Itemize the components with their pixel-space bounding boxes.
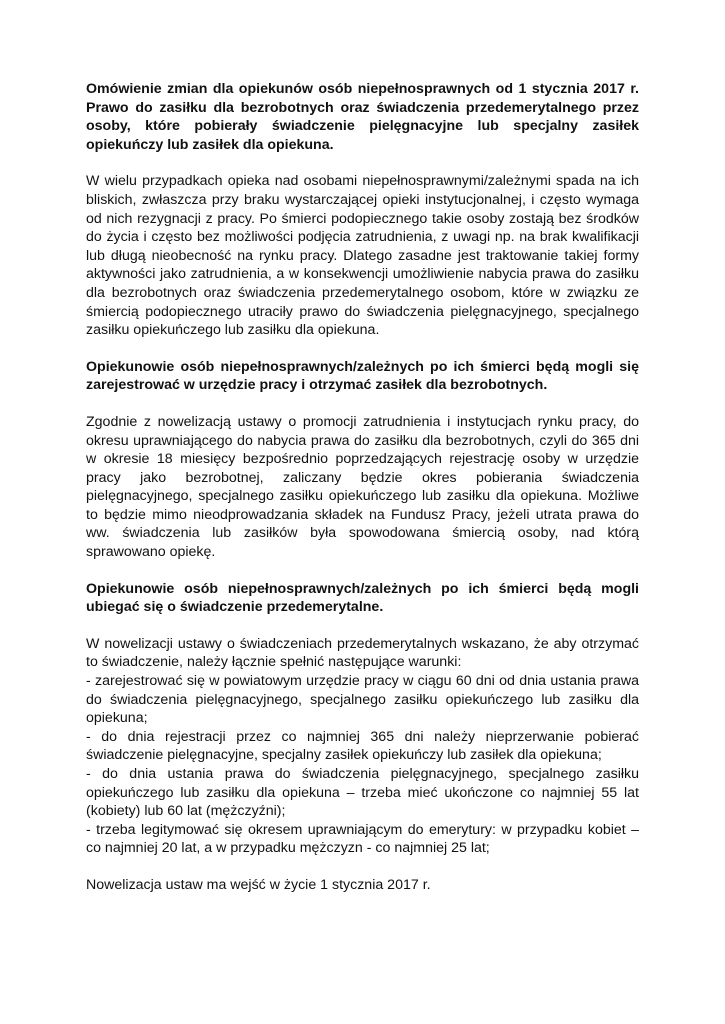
requirement-item: - do dnia rejestracji przez co najmniej 365 dni należy nieprzerwanie pobierać świadczenie pielęgnacyjne, specjalny zasiłek opiekuńczy lub zasiłek dla opiekuna; <box>86 728 639 764</box>
requirements-list <box>86 672 639 858</box>
closing-paragraph: Nowelizacja ustaw ma wejść w życie 1 stycznia 2017 r. <box>86 876 431 893</box>
requirements-block <box>86 635 639 858</box>
requirement-item: - trzeba legitymować się okresem uprawniającym do emerytury: w przypadku kobiet – co najmniej 20 lat, a w przypadku mężczyzn - co najmniej 25 lat; <box>86 821 639 857</box>
requirement-item: - do dnia ustania prawa do świadczenia pielęgnacyjnego, specjalnego zasiłku opiekuńczego lub zasiłku dla opiekuna – trzeba mieć ukończone co najmniej 55 lat (kobiety) lub 60 lat (mężczyźni); <box>86 766 639 820</box>
section-1-paragraph: Zgodnie z nowelizacją ustawy o promocji zatrudnienia i instytucjach rynku pracy, do okresu uprawniającego do nabycia prawa do zasiłku dla bezrobotnych, czyli do 365 dni w okresie 18 miesięcy bezpośrednio poprzedzających rejestrację osoby w urzędzie pracy jako bezrobotnej, zaliczany będzie okres pobierania świadczenia pielęgnacyjnego, specjalnego zasiłku opiekuńczego lub zasiłku dla opiekuna. Możliwe to będzie mimo nieodprowadzania składek na Fundusz Pracy, jeżeli utrata prawa do ww. świadczenia lub zasiłków była spowodowana śmiercią osoby, nad którą sprawowano opiekę. <box>86 413 639 561</box>
document-title: Omówienie zmian dla opiekunów osób niepełnosprawnych od 1 stycznia 2017 r. Prawo do zasiłku dla bezrobotnych oraz świadczenia przedemerytalnego przez osoby, które pobierały świadczenie pielęgnacyjne lub specjalny zasiłek opiekuńczy lub zasiłek dla opiekuna. <box>86 81 639 153</box>
document-page <box>86 80 639 913</box>
intro-paragraph: W wielu przypadkach opieka nad osobami niepełnosprawnymi/zależnymi spada na ich bliskich, zwłaszcza przy braku wystarczającej opieki instytucjonalnej, i często wymaga od nich rezygnacji z pracy. Po śmierci podopiecznego takie osoby zostają bez środków do życia i często bez możliwości podjęcia zatrudnienia, z uwagi np. na brak kwalifikacji lub długą nieobecność na rynku pracy. Dlatego zasadne jest traktowanie takiej formy aktywności jako zatrudnienia, a w konsekwencji umożliwienie nabycia prawa do zasiłku dla bezrobotnych oraz świadczenia przedemerytalnego osobom, które w związku ze śmiercią podopiecznego utraciły prawo do świadczenia pielęgnacyjnego, specjalnego zasiłku opiekuńczego lub zasiłku dla opiekuna. <box>86 173 639 339</box>
section-1-heading: Opiekunowie osób niepełnosprawnych/zależnych po ich śmierci będą mogli się zarejestrować w urzędzie pracy i otrzymać zasiłek dla bezrobotnych. <box>86 358 639 394</box>
requirement-item: - zarejestrować się w powiatowym urzędzie pracy w ciągu 60 dni od dnia ustania prawa do świadczenia pielęgnacyjnego, specjalnego zasiłku opiekuńczego lub zasiłku dla opiekuna; <box>86 673 639 727</box>
section-2-heading: Opiekunowie osób niepełnosprawnych/zależnych po ich śmierci będą mogli ubiegać się o świadczenie przedemerytalne. <box>86 580 639 616</box>
section-2-intro: W nowelizacji ustawy o świadczeniach przedemerytalnych wskazano, że aby otrzymać to świadczenie, należy łącznie spełnić następujące warunki: <box>86 635 639 671</box>
